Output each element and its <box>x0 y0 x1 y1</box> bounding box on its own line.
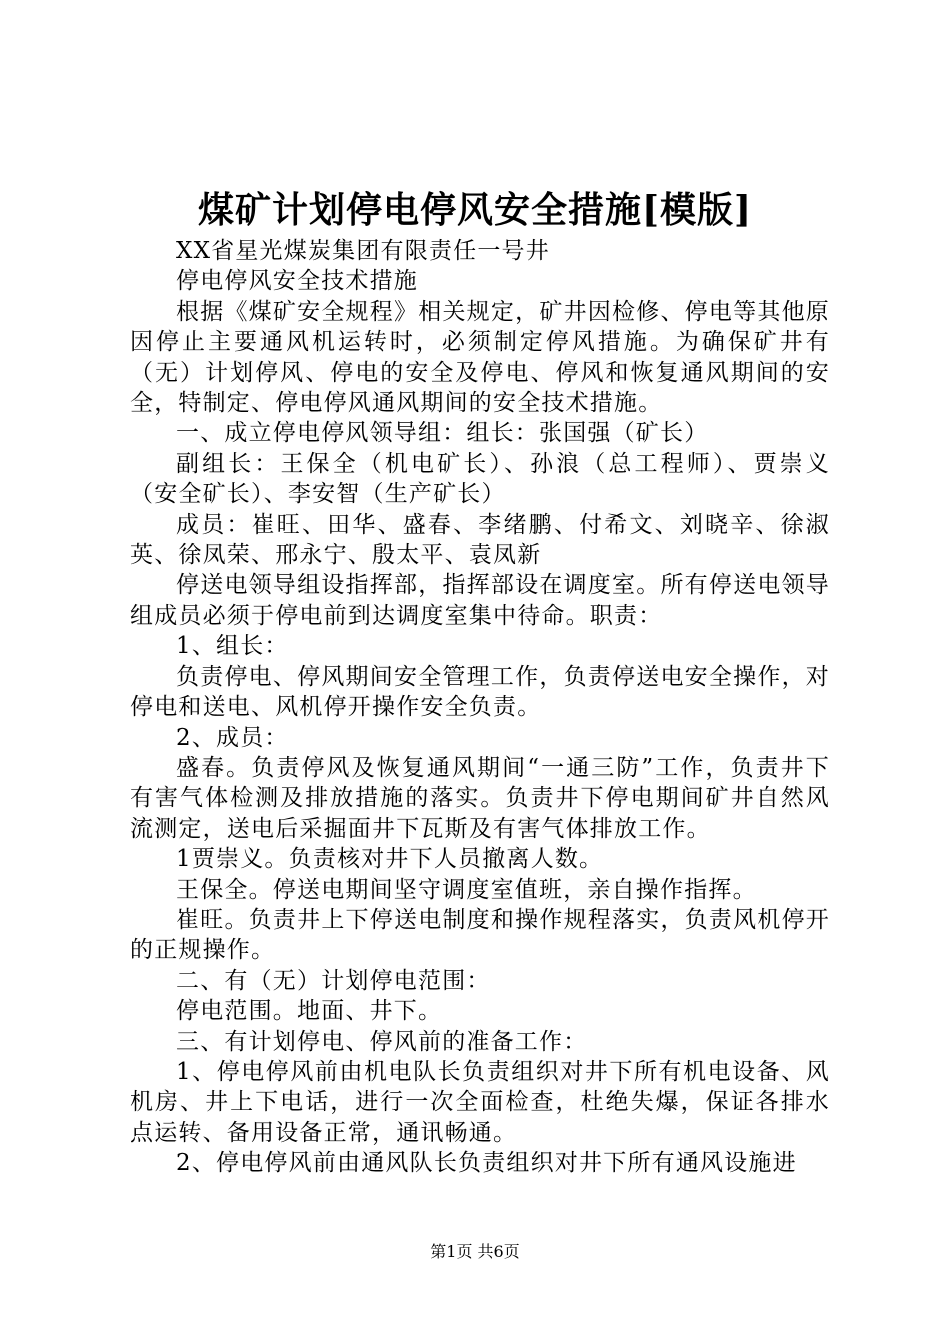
paragraph-section-3: 三、有计划停电、停风前的准备工作： <box>176 1028 588 1055</box>
document-title: 煤矿计划停电停风安全措施[模版] <box>197 189 753 231</box>
paragraph-outage-scope: 停电范围。地面、井下。 <box>176 998 443 1025</box>
paragraph-deputy-leaders: 副组长：王保全（机电矿长）、孙浪（总工程师）、贾崇义（安全矿长）、李安智（生产矿长） <box>130 450 830 508</box>
document-body <box>130 236 830 1179</box>
page-number: 第1页 共6页 <box>430 1242 520 1261</box>
paragraph-duty-wangbaoquan: 王保全。停送电期间坚守调度室值班，亲自操作指挥。 <box>176 876 757 903</box>
paragraph-leader-heading: 1、组长： <box>176 633 289 660</box>
paragraph-prep-1: 1、停电停风前由机电队长负责组织对井下所有机电设备、风机房、井上下电话，进行一次全面检查，杜绝失爆，保证各排水点运转、备用设备正常，通讯畅通。 <box>130 1058 830 1146</box>
paragraph-prep-2: 2、停电停风前由通风队长负责组织对井下所有通风设施进 <box>176 1150 797 1177</box>
paragraph-duty-shengchun: 盛春。负责停风及恢复通风期间“一通三防”工作，负责井下有害气体检测及排放措施的落实。负责井下停电期间矿井自然风流测定，送电后采掘面井下瓦斯及有害气体排放工作。 <box>130 754 830 842</box>
paragraph-members-heading: 2、成员： <box>176 724 289 751</box>
paragraph-members: 成员：崔旺、田华、盛春、李绪鹏、付希文、刘晓辛、徐淑英、徐凤荣、邢永宁、殷太平、袁凤新 <box>130 511 830 569</box>
paragraph-command-post: 停送电领导组设指挥部，指挥部设在调度室。所有停送电领导组成员必须于停电前到达调度室集中待命。职责： <box>130 572 830 629</box>
paragraph-leader-duty: 负责停电、停风期间安全管理工作，负责停送电安全操作，对停电和送电、风机停开操作安全负责。 <box>130 663 830 721</box>
paragraph-section-2: 二、有（无）计划停电范围： <box>176 967 491 994</box>
paragraph-section-1: 一、成立停电停风领导组：组长：张国强（矿长） <box>176 420 709 447</box>
paragraph-subtitle: 停电停风安全技术措施 <box>176 268 418 295</box>
paragraph-duty-cuiwang: 崔旺。负责井上下停送电制度和操作规程落实，负责风机停开的正规操作。 <box>130 906 830 964</box>
paragraph-intro: 根据《煤矿安全规程》相关规定，矿井因检修、停电等其他原因停止主要通风机运转时，必须制定停风措施。为确保矿井有（无）计划停风、停电的安全及停电、停风和恢复通风期间的安全，特制定、停电停风通风期间的安全技术措施。 <box>130 298 830 417</box>
paragraph-duty-jiachongyi: 1贾崇义。负责核对井下人员撤离人数。 <box>176 846 604 873</box>
paragraph-company: XX省星光煤炭集团有限责任一号井 <box>176 238 550 264</box>
